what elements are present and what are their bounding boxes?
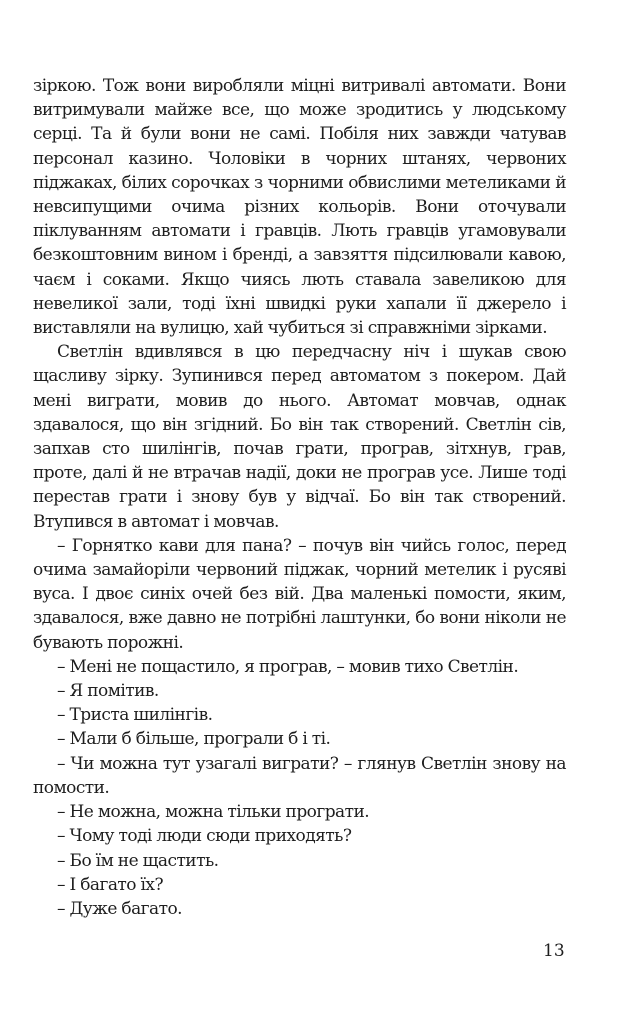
paragraph-1: зіркою. Тож вони виробляли міцні витривалі автомати. Вони витримували майже все, що може зродитись у людському серці. Та й були вони не самі. Побіля них завжди чатував персонал казино. Чоловіки в чорних штанях, червоних піджаках, білих сорочках з чорними обвислими метеликами й невсипущими очима різних кольорів. Вони оточували піклуванням автомати і гравців. Лють гравців угамовували безкоштовним вином і бренді, а завзяття підсилювали кавою, чаєм і соками. Якщо чиясь лють ставала завеликою для невеликої зали, тоді їхні швидкі руки хапали її джерело і виставляли на вулицю, хай чубиться зі справжніми зірками. [33, 76, 566, 339]
page-number: 13 [543, 941, 565, 961]
dialogue-line-5: – Чи можна тут узагалі виграти? – глянув Светлін знову на помости. [33, 753, 566, 798]
dialogue-line-10: – Дуже багато. [57, 898, 182, 919]
page-body [33, 74, 566, 921]
dialogue-line-2: – Я помітив. [57, 681, 159, 702]
dialogue-line-1: – Мені не пощастило, я програв, – мовив тихо Светлін. [57, 656, 519, 677]
paragraph-3: – Горнятко кави для пана? – почув він чийсь голос, перед очима замайоріли червоний піджак, чорний метелик і русяві вуса. І двоє синіх очей без вій. Два маленькі помости, яким, здавалося, вже давно не потрібні лаштунки, бо вони ніколи не бувають порожні. [33, 535, 566, 653]
paragraph-2: Светлін вдивлявся в цю передчасну ніч і шукав свою щасливу зірку. Зупинився перед автоматом з покером. Дай мені виграти, мовив до нього. Автомат мовчав, однак здавалося, що він згідний. Бо він так створений. Светлін сів, запхав сто шилінгів, почав грати, програв, зітхнув, грав, проте, далі й не втрачав надії, доки не програв усе. Лише тоді перестав грати і знову був у відчаї. Бо він так створений. Втупився в автомат і мовчав. [33, 342, 566, 532]
dialogue-line-8: – Бо їм не щастить. [57, 850, 219, 871]
dialogue-line-4: – Мали б більше, програли б і ті. [57, 729, 331, 750]
dialogue-line-6: – Не можна, можна тільки програти. [57, 802, 370, 823]
dialogue-line-9: – І багато їх? [57, 874, 164, 895]
dialogue-line-7: – Чому тоді люди сюди приходять? [57, 826, 352, 847]
dialogue-line-3: – Триста шилінгів. [57, 705, 213, 726]
